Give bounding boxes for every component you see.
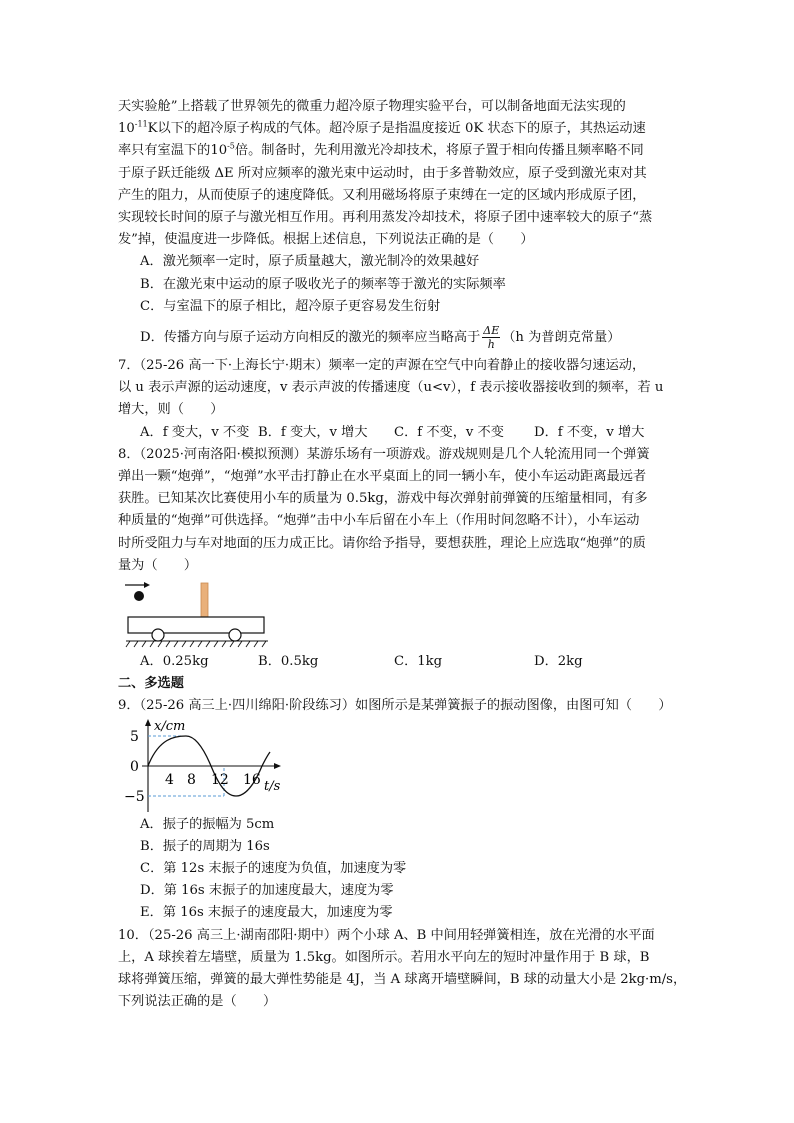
- q7-option-c: C．f 不变，v 不变: [394, 424, 504, 440]
- q7-option-a: A．f 变大，v 不变: [140, 424, 250, 440]
- cart-diagram: [122, 579, 272, 651]
- cart-wheel-right: [229, 629, 241, 641]
- y-axis-label: x/cm: [154, 718, 186, 734]
- q7-line-1: 7．（25-26 高一下·上海长宁·期末）频率一定的声源在空气中向着静止的接收器匀速运动，: [118, 358, 646, 374]
- q8-line-1: 8．（2025·河南洛阳·模拟预测）某游乐场有一项游戏。游戏规则是几个人轮流用同一个弹簧: [118, 446, 650, 462]
- ratio-base: 10: [210, 143, 228, 159]
- cannonball: [134, 591, 144, 601]
- q9-option-d: D．第 16s 末振子的加速度最大，速度为零: [140, 883, 394, 899]
- q9-line-1: 9．（25-26 高三上·四川绵阳·阶段练习）如图所示是某弹簧振子的振动图像，由图可知（ ）: [118, 698, 672, 714]
- temp-base: 10: [118, 121, 135, 137]
- fraction-delta-e-over-h: $\frac{\Delta E}{h}$: [483, 324, 500, 352]
- q6-line-5: 产生的阻力，从而使原子的速度降低。又利用磁场将原子束缚在一定的区域内形成原子团，: [118, 187, 646, 203]
- q10-line-2: 上，A 球挨着左墙壁，质量为 1.5kg。如图所示。若用水平向左的短时冲量作用于 B 球，B: [118, 949, 650, 965]
- q6-option-a: A．激光频率一定时，原子质量越大，激光制冷的效果越好: [140, 254, 480, 270]
- q8-line-2: 弹出一颗“炮弹”，“炮弹”水平击打静止在水平桌面上的同一辆小车，使小车运动距离最远者: [118, 469, 647, 485]
- q6-line-6: 实现较长时间的原子与激光相互作用。再利用蒸发冷却技术，将原子团中速率较大的原子“蒸: [118, 210, 653, 226]
- q10-line-1: 10．（25-26 高三上·湖南邵阳·期中）两个小球 A、B 中间用轻弹簧相连，放在光滑的水平面: [118, 927, 655, 943]
- section-heading: 二、多选题: [118, 676, 184, 692]
- q8-option-a: A．0.25kg: [140, 654, 209, 670]
- q9-option-e: E．第 16s 末振子的速度最大，加速度为零: [140, 905, 393, 921]
- q7-option-b: B．f 变大，v 增大: [258, 424, 368, 440]
- ratio-exponent: -5: [227, 142, 235, 152]
- q10-line-4: 下列说法正确的是（ ）: [118, 994, 277, 1010]
- q8-line-4: 种质量的“炮弹”可供选择。“炮弹”击中小车后留在小车上（作用时间忽略不计），小车运动: [118, 513, 640, 529]
- q10-line-3: 球将弹簧压缩，弹簧的最大弹性势能是 4J，当 A 球离开墙壁瞬间，B 球的动量大小是 2kg·m/s，: [118, 972, 687, 988]
- x-axis-label: t/s: [264, 778, 281, 794]
- exam-page: [118, 96, 688, 1014]
- q6-option-d: D．传播方向与原子运动方向相反的激光的频率应当略高于 $\frac{\Delta E}{h}$ （h 为普朗克常量）: [140, 324, 621, 352]
- q6-line-2: $10^{-11}K$以下的超冷原子构成的气体。超冷原子是指温度接近 0K 状态下的原子，其热运动速: [118, 119, 646, 137]
- q8-option-b: B．0.5kg: [258, 654, 319, 670]
- q6-option-c: C．与室温下的原子相比，超冷原子更容易发生衍射: [140, 298, 441, 314]
- q7-line-2: 以 u 表示声源的运动速度，v 表示声波的传播速度（u<v），f 表示接收器接收到的频率，若 u: [118, 380, 664, 396]
- q8-option-d: D．2kg: [534, 654, 583, 670]
- q6-line-4: 于原子跃迁能级 ΔE 所对应频率的激光束中运动时，由于多普勒效应，原子受到激光束对其: [118, 165, 647, 181]
- q9-option-a: A．振子的振幅为 5cm: [140, 816, 275, 832]
- x-tick-8: 8: [187, 771, 196, 788]
- cart-body: [128, 617, 264, 633]
- temp-exponent: -11: [134, 119, 148, 129]
- q8-line-3: 获胜。已知某次比赛使用小车的质量为 0.5kg，游戏中每次弹射前弹簧的压缩量相同，有多: [118, 491, 648, 507]
- x-tick-16: 16: [243, 771, 261, 788]
- ground-hatch: [126, 641, 268, 647]
- q7-line-3: 增大，则（ ）: [118, 402, 224, 418]
- q6-line-3: 率只有室温下的$10^{-5}$倍。制备时，先利用激光冷却技术，将原子置于相向传播且频率略不同: [118, 142, 644, 159]
- cart-wheel-left: [152, 629, 164, 641]
- x-tick-12: 12: [211, 771, 229, 788]
- q6-option-b: B．在激光束中运动的原子吸收光子的频率等于激光的实际频率: [140, 276, 506, 292]
- velocity-arrow-icon: [125, 582, 150, 588]
- q8-line-5: 时所受阻力与车对地面的压力成正比。请你给予指导，要想获胜，理论上应选取“炮弹”的质: [118, 535, 646, 551]
- temp-unit: K: [147, 121, 158, 137]
- q9-option-c: C．第 12s 末振子的速度为负值，加速度为零: [140, 861, 407, 877]
- q7-option-d: D．f 不变，v 增大: [534, 424, 645, 440]
- x-tick-4: 4: [165, 771, 174, 788]
- y-tick-5: 5: [130, 728, 139, 745]
- q6-line-1: 天实验舱”上搭载了世界领先的微重力超冷原子物理实验平台，可以制备地面无法实现的: [118, 99, 626, 114]
- q8-options: [140, 651, 688, 673]
- vibration-graph: [124, 718, 284, 814]
- y-tick-0: 0: [130, 758, 139, 775]
- q8-line-6: 量为（ ）: [118, 557, 198, 573]
- y-tick-neg5: −5: [124, 788, 145, 805]
- q9-option-b: B．振子的周期为 16s: [140, 838, 270, 854]
- target-board: [201, 583, 208, 617]
- q6-line-7: 发”掉，使温度进一步降低。根据上述信息，下列说法正确的是（ ）: [118, 232, 534, 248]
- q8-option-c: C．1kg: [394, 654, 443, 670]
- q7-options: [140, 422, 688, 444]
